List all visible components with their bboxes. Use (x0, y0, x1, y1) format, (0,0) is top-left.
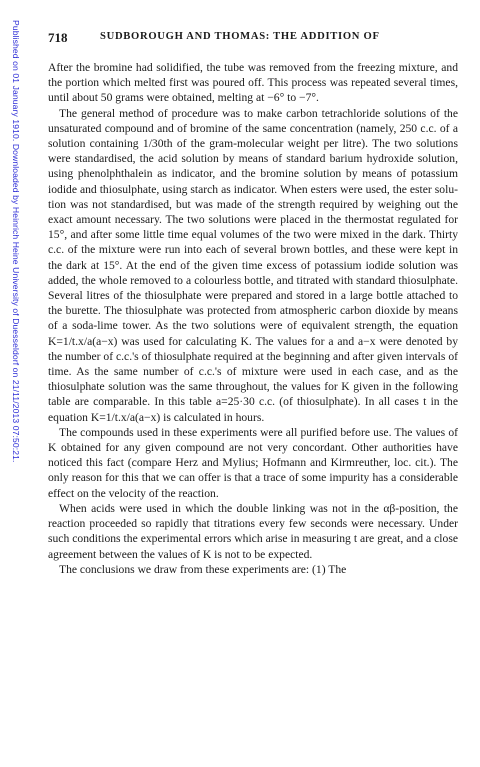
paragraph: The general method of procedure was to make carbon tetrachloride solutions of the unsaturated compound and of bromine of the same concentration (namely, 250 c.c. of a solution containing 1/30th of the gram-molecular weight per litre). The two solutions were standardised, the acid solution by means of standard barium hydroxide solution, using phenolphthalein as indicator, and the bromine solution by means of potassium iodide and thiosulphate, using starch as indicator. When esters were used, the ester solution was not standardised, but was made of the strength required by weighing out the exact amount necessary. The two solutions were placed in the thermostat regulated for 15°, and after some little time equal volumes of the two were mixed in the dark. Thirty c.c. of the mixture were run into each of several brown bottles, and these were kept in the dark at 15°. At the end of the given time excess of potassium iodide solution was added, the whole removed to a colourless bottle, and titrated with standard thiosulphate. Several litres of the thiosulphate were prepared and stored in a large bottle attached to the burette. The thiosulphate was protected from atmospheric carbon dioxide by means of a soda-lime tower. As the two solutions were of equivalent strength, the equation K=1/t.x/a(a−x) was used for calculating K. The values for a and a−x were denoted by the number of c.c.'s of thiosulphate required at the beginning and after given intervals of time. As the same number of c.c.'s of mixture were used in each case, and as the thiosulphate solution was the same throughout, the values for K given in the following table are comparable. In this table a=25·30 c.c. (of thiosulphate). In all cases t in the equation K=1/t.x/a(a−x) is calculated in hours. (48, 106, 458, 424)
paragraph: The compounds used in these experiments were all purified before use. The values of K obtained for any given compound are not very concordant. Other authorities have noticed this fact (compare Herz and Mylius; Hofmann and Kirmreuther, loc. cit.). The only reason for this that we can offer is that a trace of some impurity has a considerable effect on the velocity of the reaction. (48, 425, 458, 500)
page-header (40, 30, 460, 50)
paragraph: The conclusions we draw from these experiments are: (1) The (59, 562, 347, 576)
page-number: 718 (48, 30, 68, 45)
watermark-text: Published on 01 January 1910. Downloaded by Heinrich Heine University of Duesseldorf on 21/11/2013 07:50:21. (11, 20, 21, 463)
body-text (48, 60, 458, 577)
paragraph: When acids were used in which the double linking was not in the αβ-position, the reaction proceeded so rapidly that titrations every few seconds were necessary. Under such conditions the experimental errors which arise in measuring t are great, and a close agreement between the values of K is not to be expected. (48, 501, 458, 561)
download-watermark (3, 20, 19, 660)
running-head: SUDBOROUGH AND THOMAS: THE ADDITION OF (100, 31, 380, 42)
paragraph: After the bromine had solidified, the tube was removed from the freezing mixture, and the portion which melted first was poured off. This process was repeated several times, until about 50 grams were obtained, melting at −6° to −7°. (48, 61, 458, 105)
